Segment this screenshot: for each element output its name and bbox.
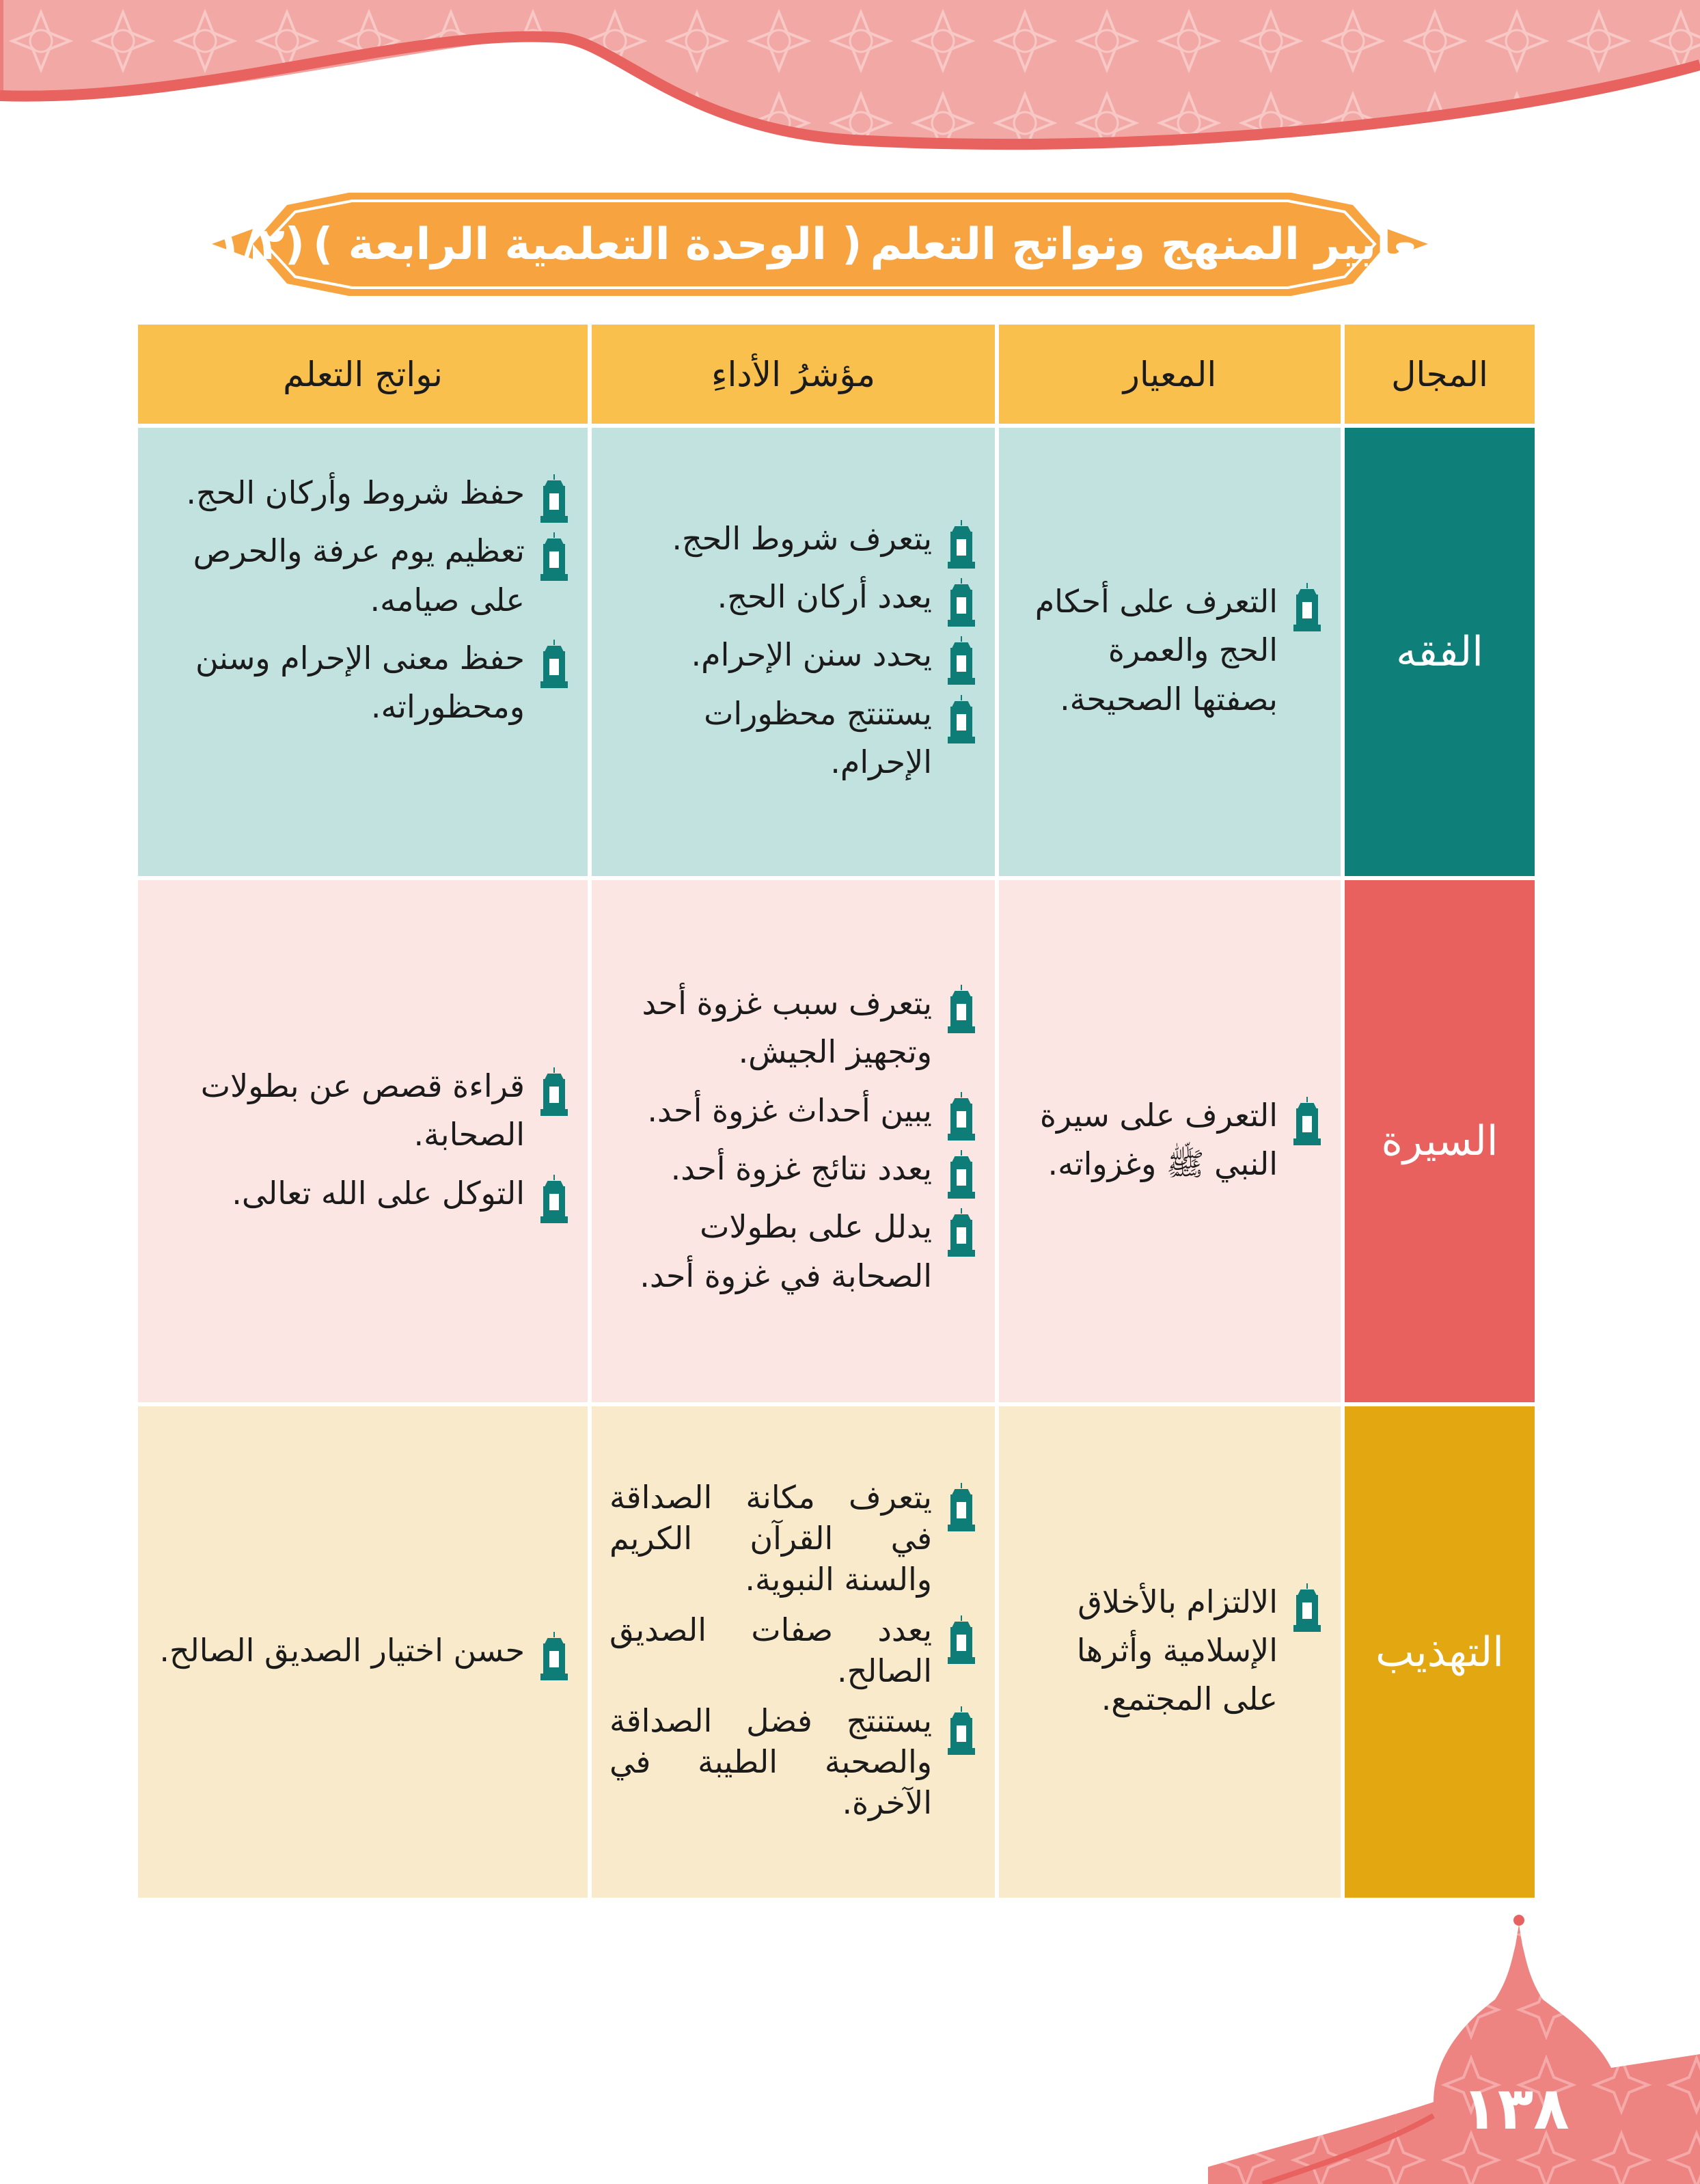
lantern-icon — [946, 1614, 977, 1665]
lantern-icon — [946, 1091, 977, 1141]
standard-tahdheeb — [999, 1406, 1341, 1898]
list-item: يتعرف مكانة الصداقة في القرآن الكريم والسنة النبوية. — [609, 1477, 977, 1600]
list-item: حفظ معنى الإحرام وسنن ومحظوراته. — [156, 634, 570, 732]
list-item: يستنتج فضل الصداقة والصحبة الطيبة في الآخرة. — [609, 1701, 977, 1823]
outcomes-fiqh — [138, 428, 588, 876]
lantern-icon — [946, 635, 977, 685]
lantern-icon — [538, 1173, 570, 1224]
list-item: التوكل على الله تعالى. — [156, 1169, 570, 1218]
lantern-icon — [946, 1705, 977, 1756]
domain-fiqh: الفقه — [1345, 428, 1535, 876]
title-banner — [195, 185, 1444, 304]
list-item: يدلل على بطولات الصحابة في غزوة أحد. — [609, 1203, 977, 1300]
list-item: حسن اختيار الصديق الصالح. — [156, 1626, 570, 1675]
lantern-icon — [946, 519, 977, 569]
lantern-icon — [946, 983, 977, 1034]
header-domain: المجال — [1345, 325, 1535, 424]
lantern-icon — [538, 1630, 570, 1681]
list-item: يعدد صفات الصديق الصالح. — [609, 1610, 977, 1692]
list-item: يستنتج محظورات الإحرام. — [609, 690, 977, 787]
indicators-fiqh — [592, 428, 995, 876]
outcomes-tahdheeb — [138, 1406, 588, 1898]
indicators-tahdheeb — [592, 1406, 995, 1898]
page-title: معايير المنهج ونواتج التعلم — [870, 219, 1444, 270]
top-decoration — [0, 0, 1700, 164]
lantern-icon — [946, 1207, 977, 1257]
standards-table — [138, 325, 1535, 1898]
unit-label: ( الوحدة التعلمية الرابعة ) — [313, 219, 862, 270]
list-item: التعرف على أحكام الحج والعمرة بصفتها الصحيحة. — [1017, 577, 1323, 724]
list-item: تعظيم يوم عرفة والحرص على صيامه. — [156, 527, 570, 625]
list-item: التعرف على سيرة النبي ﷺ وغزواته. — [1017, 1091, 1323, 1189]
standard-seerah — [999, 880, 1341, 1402]
lantern-icon — [946, 1149, 977, 1199]
list-item: يعدد نتائج غزوة أحد. — [609, 1145, 977, 1193]
part-label: (١/٢) — [195, 219, 305, 270]
list-item: يتعرف سبب غزوة أحد وتجهيز الجيش. — [609, 979, 977, 1077]
header-outcomes: نواتج التعلم — [138, 325, 588, 424]
list-item: الالتزام بالأخلاق الإسلامية وأثرها على المجتمع. — [1017, 1578, 1323, 1724]
header-standard: المعيار — [999, 325, 1341, 424]
lantern-icon — [1291, 1582, 1323, 1633]
list-item: حفظ شروط وأركان الحج. — [156, 469, 570, 517]
domain-tahdheeb: التهذيب — [1345, 1406, 1535, 1898]
outcomes-seerah — [138, 880, 588, 1402]
header-indicator: مؤشرُ الأداءِ — [592, 325, 995, 424]
lantern-icon — [946, 694, 977, 744]
list-item: يعدد أركان الحج. — [609, 573, 977, 621]
list-item: يتعرف شروط الحج. — [609, 515, 977, 563]
lantern-icon — [1291, 1095, 1323, 1146]
indicators-seerah — [592, 880, 995, 1402]
lantern-icon — [538, 531, 570, 582]
lantern-icon — [538, 638, 570, 689]
page-number: ١٣٨ — [1462, 2075, 1569, 2143]
lantern-icon — [946, 577, 977, 627]
lantern-icon — [538, 1066, 570, 1117]
lantern-icon — [538, 473, 570, 523]
lantern-icon — [1291, 582, 1323, 632]
list-item: يحدد سنن الإحرام. — [609, 631, 977, 679]
domain-seerah: السيرة — [1345, 880, 1535, 1402]
lantern-icon — [946, 1482, 977, 1532]
list-item: يبين أحداث غزوة أحد. — [609, 1087, 977, 1135]
standard-fiqh — [999, 428, 1341, 876]
list-item: قراءة قصص عن بطولات الصحابة. — [156, 1062, 570, 1160]
